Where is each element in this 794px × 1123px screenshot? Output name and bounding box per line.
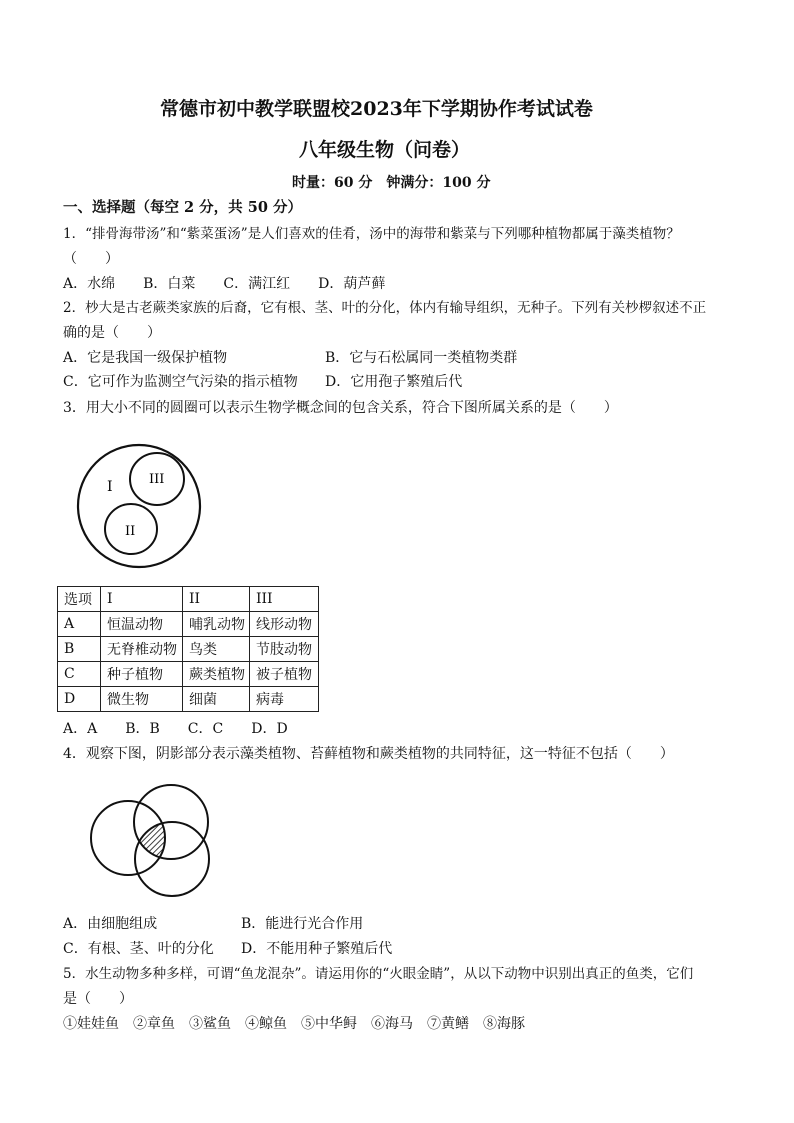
q1-options: A．水绵 B．白菜 C．满江红 D．葫芦藓 xyxy=(63,276,386,292)
table-cell: D xyxy=(58,687,101,712)
table-cell: 被子植物 xyxy=(250,662,319,687)
q2-stem: 2．杪大是古老蕨类家族的后裔，它有根、茎、叶的分化，体内有输导组织，无种子。下列有关杪椤叙述不正 xyxy=(63,300,707,316)
q3-stem: 3．用大小不同的圆圈可以表示生物学概念间的包含关系，符合下图所属关系的是（ ） xyxy=(63,400,618,416)
q2-option-c: C．它可作为监测空气污染的指示植物 xyxy=(63,374,298,390)
q5-stem: 5．水生动物多种多样，可谓“鱼龙混杂”。请运用你的“火眼金睛”，从以下动物中识别出真正的鱼类，它们 xyxy=(63,966,694,982)
table-row xyxy=(58,612,319,637)
table-header-cell: II xyxy=(183,587,250,612)
q4-option-d: D．不能用种子繁殖后代 xyxy=(241,941,393,957)
table-cell: 细菌 xyxy=(183,687,250,712)
q1-stem: 1．“排骨海带汤”和“紫菜蛋汤”是人们喜欢的佳肴，汤中的海带和紫菜与下列哪种植物都属于藻类植物？ xyxy=(63,226,680,242)
exam-subtitle: 八年级生物（问卷） xyxy=(299,139,471,161)
table-header-cell: I xyxy=(101,587,183,612)
q5-stem-cont: 是（ ） xyxy=(63,991,133,1007)
q2-option-a: A．它是我国一级保护植物 xyxy=(63,350,228,366)
table-cell: 哺乳动物 xyxy=(183,612,250,637)
q4-option-b: B．能进行光合作用 xyxy=(241,916,364,932)
table-cell: 鸟类 xyxy=(183,637,250,662)
q1-answer-blank: （ ） xyxy=(63,251,119,267)
q2-stem-cont: 确的是（ ） xyxy=(63,325,161,341)
time-and-score: 时量：60 分 钟满分：100 分 xyxy=(292,175,491,191)
table-cell: 恒温动物 xyxy=(101,612,183,637)
table-cell: 病毒 xyxy=(250,687,319,712)
table-cell: 种子植物 xyxy=(101,662,183,687)
table-row xyxy=(58,637,319,662)
q2-option-b: B．它与石松属同一类植物类群 xyxy=(325,350,518,366)
table-cell: C xyxy=(58,662,101,687)
table-header-row xyxy=(58,587,319,612)
q2-option-d: D．它用孢子繁殖后代 xyxy=(325,374,463,390)
q3-label-ii: II xyxy=(125,524,136,539)
table-header-cell: 选项 xyxy=(58,587,101,612)
q3-options-table xyxy=(57,586,319,712)
table-header-cell: III xyxy=(250,587,319,612)
q3-nested-circles-diagram xyxy=(74,441,204,571)
q4-option-a: A．由细胞组成 xyxy=(63,916,158,932)
table-cell: 无脊椎动物 xyxy=(101,637,183,662)
table-cell: 微生物 xyxy=(101,687,183,712)
table-cell: 蕨类植物 xyxy=(183,662,250,687)
q3-options: A．A B．B C．C D．D xyxy=(63,721,288,737)
section-heading: 一、选择题（每空 2 分，共 50 分） xyxy=(63,199,302,216)
exam-title: 常德市初中教学联盟校2023年下学期协作考试试卷 xyxy=(160,98,593,120)
q4-venn-diagram xyxy=(88,782,218,900)
table-row xyxy=(58,687,319,712)
table-cell: 节肢动物 xyxy=(250,637,319,662)
q4-option-c: C．有根、茎、叶的分化 xyxy=(63,941,214,957)
q4-stem: 4．观察下图，阴影部分表示藻类植物、苔藓植物和蕨类植物的共同特征，这一特征不包括（ ） xyxy=(63,746,674,762)
table-cell: 线形动物 xyxy=(250,612,319,637)
q5-animal-list: ①娃娃鱼 ②章鱼 ③鲨鱼 ④鲸鱼 ⑤中华鲟 ⑥海马 ⑦黄鳝 ⑧海豚 xyxy=(63,1016,525,1032)
table-cell: B xyxy=(58,637,101,662)
q3-label-i: I xyxy=(107,479,113,495)
table-cell: A xyxy=(58,612,101,637)
q3-label-iii: III xyxy=(149,472,165,487)
table-row xyxy=(58,662,319,687)
